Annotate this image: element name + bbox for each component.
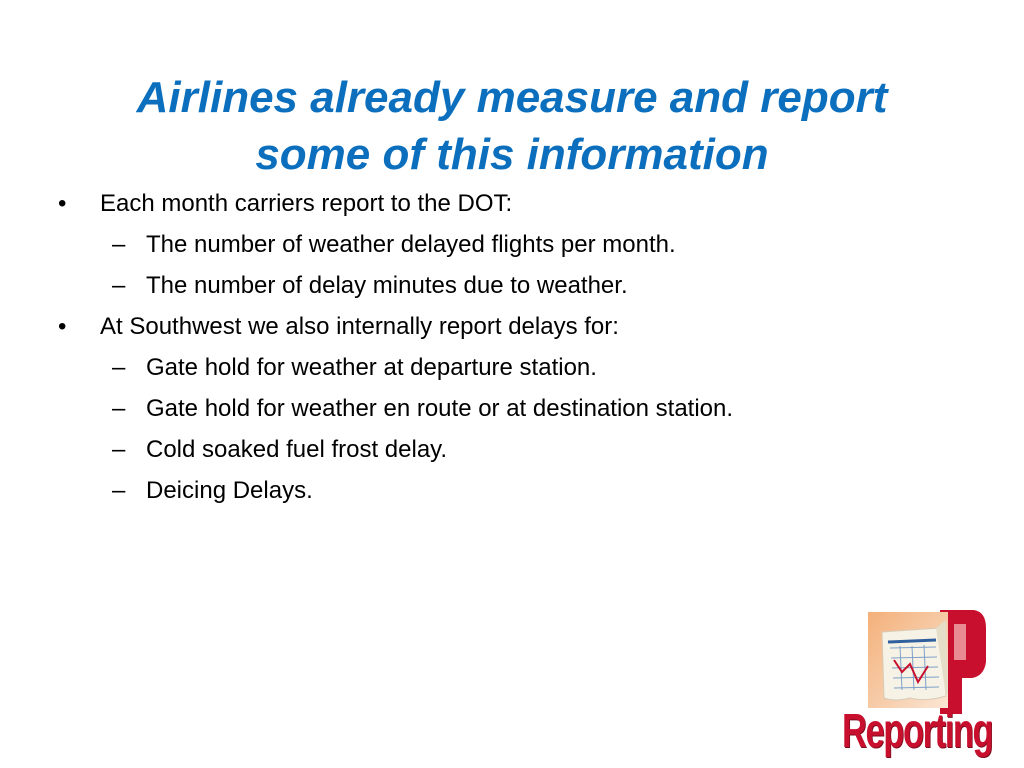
sub-bullet-text: Deicing Delays. bbox=[146, 477, 313, 504]
reporting-chart-icon bbox=[836, 606, 1006, 716]
slide-title-line-2: some of this information bbox=[255, 130, 769, 180]
slide-title-line-1: Airlines already measure and report bbox=[136, 73, 888, 123]
sub-bullet-item bbox=[58, 389, 958, 430]
sub-bullet-text: Cold soaked fuel frost delay. bbox=[146, 436, 448, 463]
sub-bullet-text: Gate hold for weather en route or at destination station. bbox=[146, 395, 734, 422]
bullet-marker: • bbox=[58, 313, 67, 340]
sub-bullet-marker: – bbox=[112, 354, 126, 381]
sub-bullet-text: Gate hold for weather at departure station. bbox=[146, 354, 597, 381]
sub-bullet-item bbox=[58, 471, 958, 512]
sub-bullet-item bbox=[58, 266, 958, 307]
sub-bullet-text: The number of delay minutes due to weather. bbox=[146, 272, 628, 299]
bullet-list bbox=[58, 184, 958, 512]
slide-title bbox=[40, 69, 984, 183]
sub-bullet-item bbox=[58, 225, 958, 266]
sub-bullet-marker: – bbox=[112, 231, 126, 258]
bullet-text: Each month carriers report to the DOT: bbox=[100, 190, 513, 217]
bullet-text: At Southwest we also internally report delays for: bbox=[100, 313, 619, 340]
sub-bullet-marker: – bbox=[112, 436, 126, 463]
reporting-logo-word: Reporting bbox=[842, 705, 993, 758]
sub-bullet-item bbox=[58, 430, 958, 471]
bullet-item bbox=[58, 184, 958, 225]
bullet-marker: • bbox=[58, 190, 67, 217]
sub-bullet-text: The number of weather delayed flights per month. bbox=[146, 231, 676, 258]
sub-bullet-marker: – bbox=[112, 272, 126, 299]
sub-bullet-item bbox=[58, 348, 958, 389]
reporting-logo bbox=[836, 606, 1006, 766]
sub-bullet-marker: – bbox=[112, 477, 126, 504]
sub-bullet-marker: – bbox=[112, 395, 126, 422]
bullet-item bbox=[58, 307, 958, 348]
